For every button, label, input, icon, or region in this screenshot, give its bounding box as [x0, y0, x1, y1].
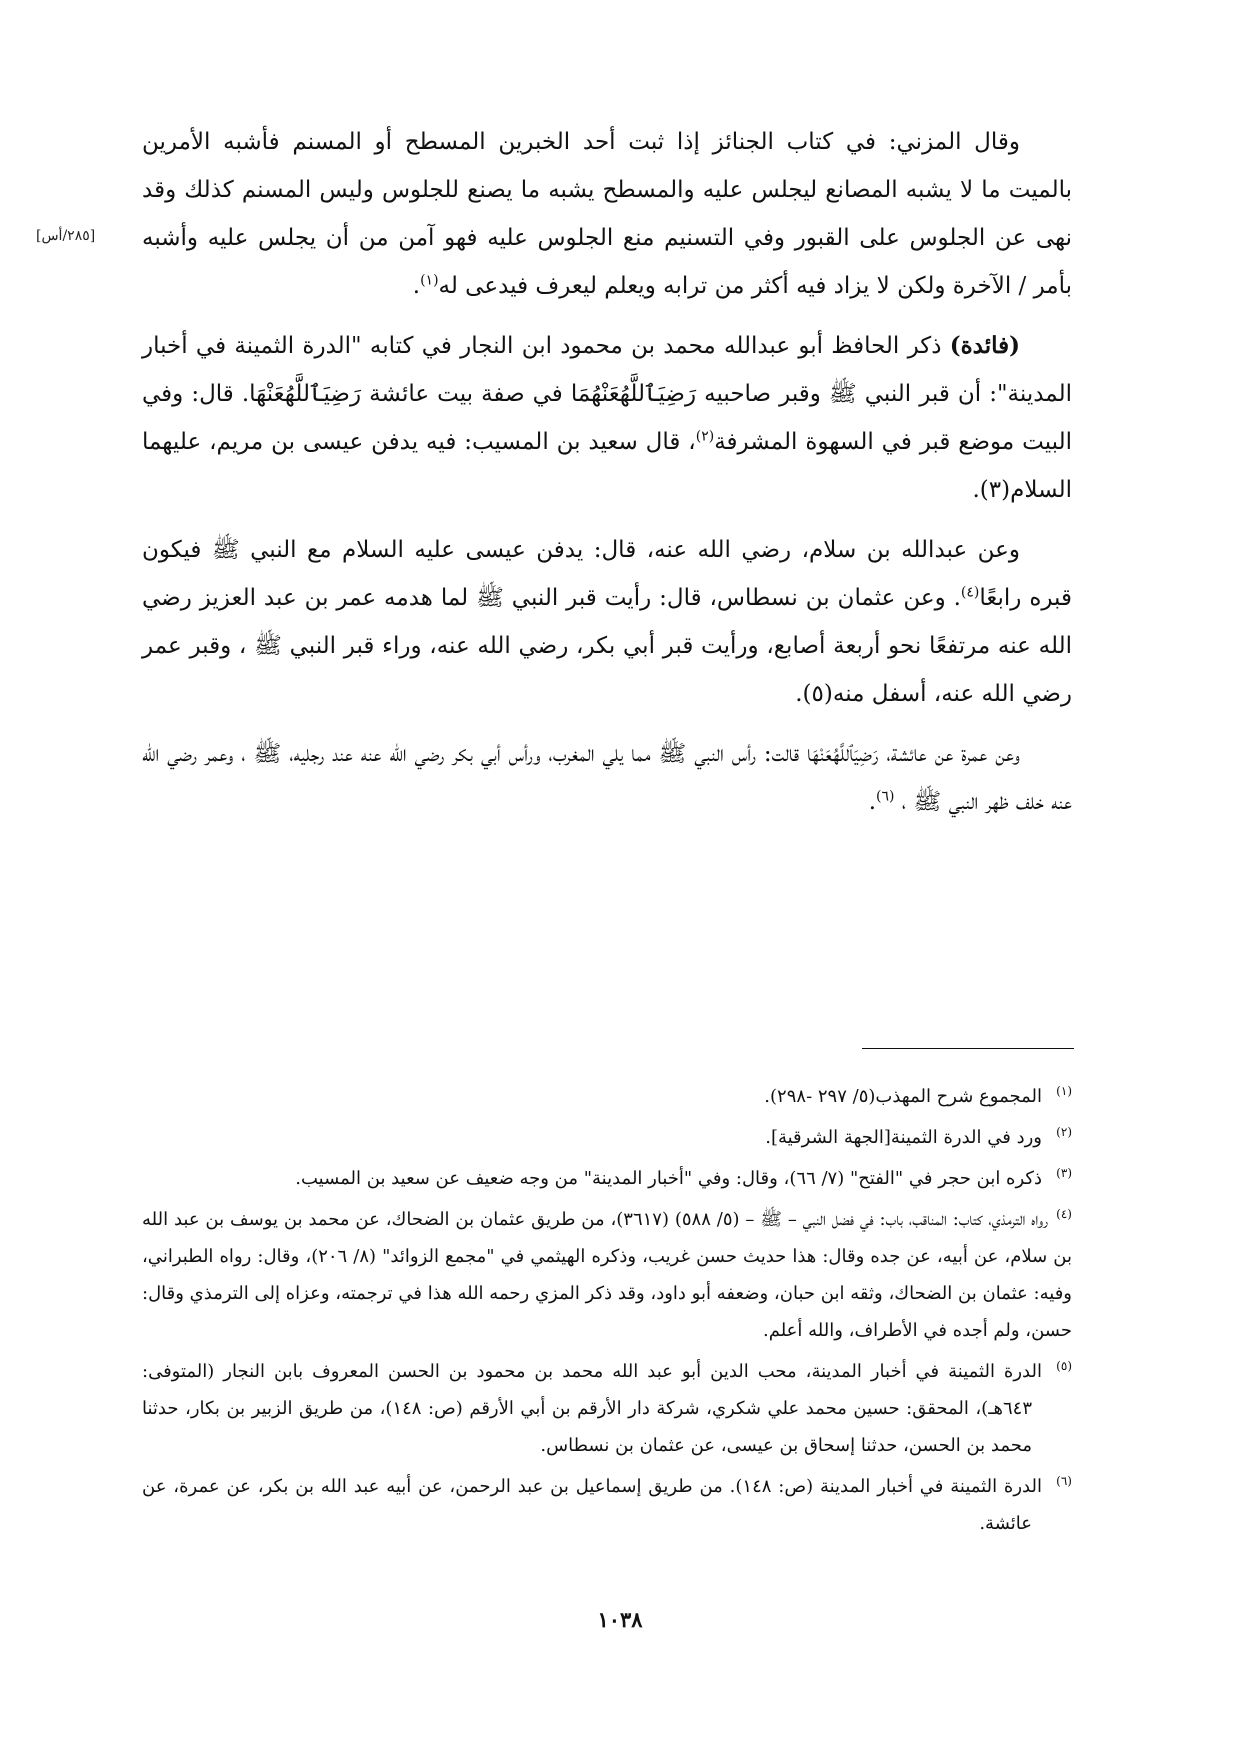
footnote-5: (٥)الدرة الثمينة في أخبار المدينة، محب الدين أبو عبد الله محمد بن محمود بن الحسن المعروف بابن النجار (المتوفى: ٦٤٣هـ)، المحقق: حسين محمد علي شكري، شركة دار الأرقم بن أبي الأرقم (ص: ١٤٨)، من طريق الزبير بن بكار، حدثنا محمد بن الحسن، حدثنا إسحاق بن عيسى، عن عثمان بن نسطاس.	[142, 1359, 1072, 1456]
footnote-text: ذكره ابن حجر في "الفتح" (٧/ ٦٦)، وقال: وفي "أخبار المدينة" من وجه ضعيف عن سعيد بن المسيب.	[295, 1168, 1042, 1189]
paragraph-text: وعن عمرة عن عائشة، رَضِيَٱللَّهُعَنْهَا قالت: رأس النبي ﷺ مما يلي المغرب، ورأس أبي بكر رضي الله عنه عند رجليه، ﷺ ، وعمر رضي الله عنه خلف ظهر النبي ﷺ ،	[142, 741, 1072, 815]
footnote-text: ورد في الدرة الثمينة[الجهة الشرقية].	[765, 1127, 1042, 1148]
paragraph-2	[142, 322, 1072, 514]
footnote-text: رواه الترمذي، كتاب: المناقب، باب: في فضل النبي – ﷺ – (٥/ ٥٨٨) (٣٦١٧)، من طريق عثمان بن الضحاك، عن محمد بن يوسف بن عبد الله بن سلام، عن أبيه، عن جده وقال: هذا حديث حسن غريب، وذكره الهيثمي في "مجمع الزوائد" (٨/ ٢٠٦)، وقال: رواه الطبراني، وفيه: عثمان بن الضحاك، وثقه ابن حبان، وضعفه أبو داود، وقد ذكر المزي رحمه الله هذا في ترجمته، وعزاه إلى الترمذي وقال: حسن، ولم أجده في الأطراف، والله أعلم.	[142, 1209, 1072, 1341]
footnote-text: المجموع شرح المهذب(٥/ ٢٩٧ -٢٩٨).	[764, 1086, 1042, 1107]
footnote-4: (٤)رواه الترمذي، كتاب: المناقب، باب: في فضل النبي – ﷺ – (٥/ ٥٨٨) (٣٦١٧)، من طريق عثمان بن الضحاك، عن محمد بن يوسف بن عبد الله بن سلام، عن أبيه، عن جده وقال: هذا حديث حسن غريب، وذكره الهيثمي في "مجمع الزوائد" (٨/ ٢٠٦)، وقال: رواه الطبراني، وفيه: عثمان بن الضحاك، وثقه ابن حبان، وضعفه أبو داود، وقد ذكر المزي رحمه الله هذا في ترجمته، وعزاه إلى الترمذي وقال: حسن، ولم أجده في الأطراف، والله أعلم.	[142, 1207, 1072, 1341]
paragraph-lead: (فائدة)	[949, 332, 1020, 359]
footnote-reference[interactable]: (٤)	[960, 584, 980, 601]
paragraph-text: ذكر الحافظ أبو عبدالله محمد بن محمود ابن النجار في كتابه "الدرة الثمينة في أخبار المدينة": أن قبر النبي ﷺ وقبر صاحبيه رَضِيَٱللَّهُعَنْهُمَا في صفة بيت عائشة رَضِيَٱللَّهُعَنْهَا. قال: وفي البيت موضع قبر في السهوة المشرفة	[142, 333, 1072, 455]
footnote-reference[interactable]: (٦)	[876, 788, 895, 805]
paragraph-text: وعن عبدالله بن سلام، رضي الله عنه، قال: يدفن عيسى عليه السلام مع النبي ﷺ فيكون قبره رابعًا	[142, 537, 1072, 611]
footnotes-section	[142, 1078, 1072, 1546]
footnote-6: (٦)الدرة الثمينة في أخبار المدينة (ص: ١٤٨). من طريق إسماعيل بن عبد الرحمن، عن أبيه عبد الله بن بكر، عن عمرة، عن عائشة.	[142, 1474, 1072, 1534]
manuscript-folio-note: [٢٨٥/أس]	[36, 228, 96, 244]
paragraph-tail: ، قال سعيد بن المسيب: فيه يدفن عيسى بن مريم، عليهما السلام(٣).	[142, 429, 1072, 503]
paragraph-tail: . وعن عثمان بن نسطاس، قال: رأيت قبر النبي ﷺ لما هدمه عمر بن عبد العزيز رضي الله عنه مرتفعًا نحو أربعة أصابع، ورأيت قبر أبي بكر، رضي الله عنه، وراء قبر النبي ﷺ ، وقبر عمر رضي الله عنه، أسفل منه(٥).	[142, 585, 1072, 707]
paragraph-3	[142, 526, 1072, 718]
paragraph-1	[142, 118, 1072, 310]
paragraph-4	[142, 730, 1072, 826]
paragraph-tail: .	[412, 273, 421, 299]
paragraph-text: وقال المزني: في كتاب الجنائز إذا ثبت أحد الخبرين المسطح أو المسنم فأشبه الأمرين بالميت ما لا يشبه المصانع ليجلس عليه والمسطح يشبه ما يصنع للجلوس وليس المسنم كذلك وقد نهى عن الجلوس على القبور وفي التسنيم منع الجلوس عليه فهو آمن من أن يجلس عليه وأشبه بأمر / الآخرة ولكن لا يزاد فيه أكثر من ترابه ويعلم ليعرف فيدعى له	[142, 129, 1072, 299]
footnote-reference[interactable]: (١)	[420, 272, 439, 289]
footnote-3: (٣)ذكره ابن حجر في "الفتح" (٧/ ٦٦)، وقال: وفي "أخبار المدينة" من وجه ضعيف عن سعيد بن المسيب.	[295, 1166, 1072, 1189]
page-number: ١٠٣٨	[597, 1607, 643, 1632]
footnote-2: (٢)ورد في الدرة الثمينة[الجهة الشرقية].	[765, 1125, 1072, 1148]
footnote-separator	[862, 1048, 1074, 1049]
footnote-text: الدرة الثمينة في أخبار المدينة (ص: ١٤٨). من طريق إسماعيل بن عبد الرحمن، عن أبيه عبد الله بن بكر، عن عمرة، عن عائشة.	[142, 1476, 1042, 1534]
footnote-reference[interactable]: (٢)	[695, 428, 715, 445]
footnote-1: (١)المجموع شرح المهذب(٥/ ٢٩٧ -٢٩٨).	[764, 1084, 1072, 1107]
main-text-body	[142, 118, 1072, 838]
paragraph-tail: .	[868, 789, 877, 815]
footnote-text: الدرة الثمينة في أخبار المدينة، محب الدين أبو عبد الله محمد بن محمود بن الحسن المعروف بابن النجار (المتوفى: ٦٤٣هـ)، المحقق: حسين محمد علي شكري، شركة دار الأرقم بن أبي الأرقم (ص: ١٤٨)، من طريق الزبير بن بكار، حدثنا محمد بن الحسن، حدثنا إسحاق بن عيسى، عن عثمان بن نسطاس.	[142, 1361, 1042, 1456]
